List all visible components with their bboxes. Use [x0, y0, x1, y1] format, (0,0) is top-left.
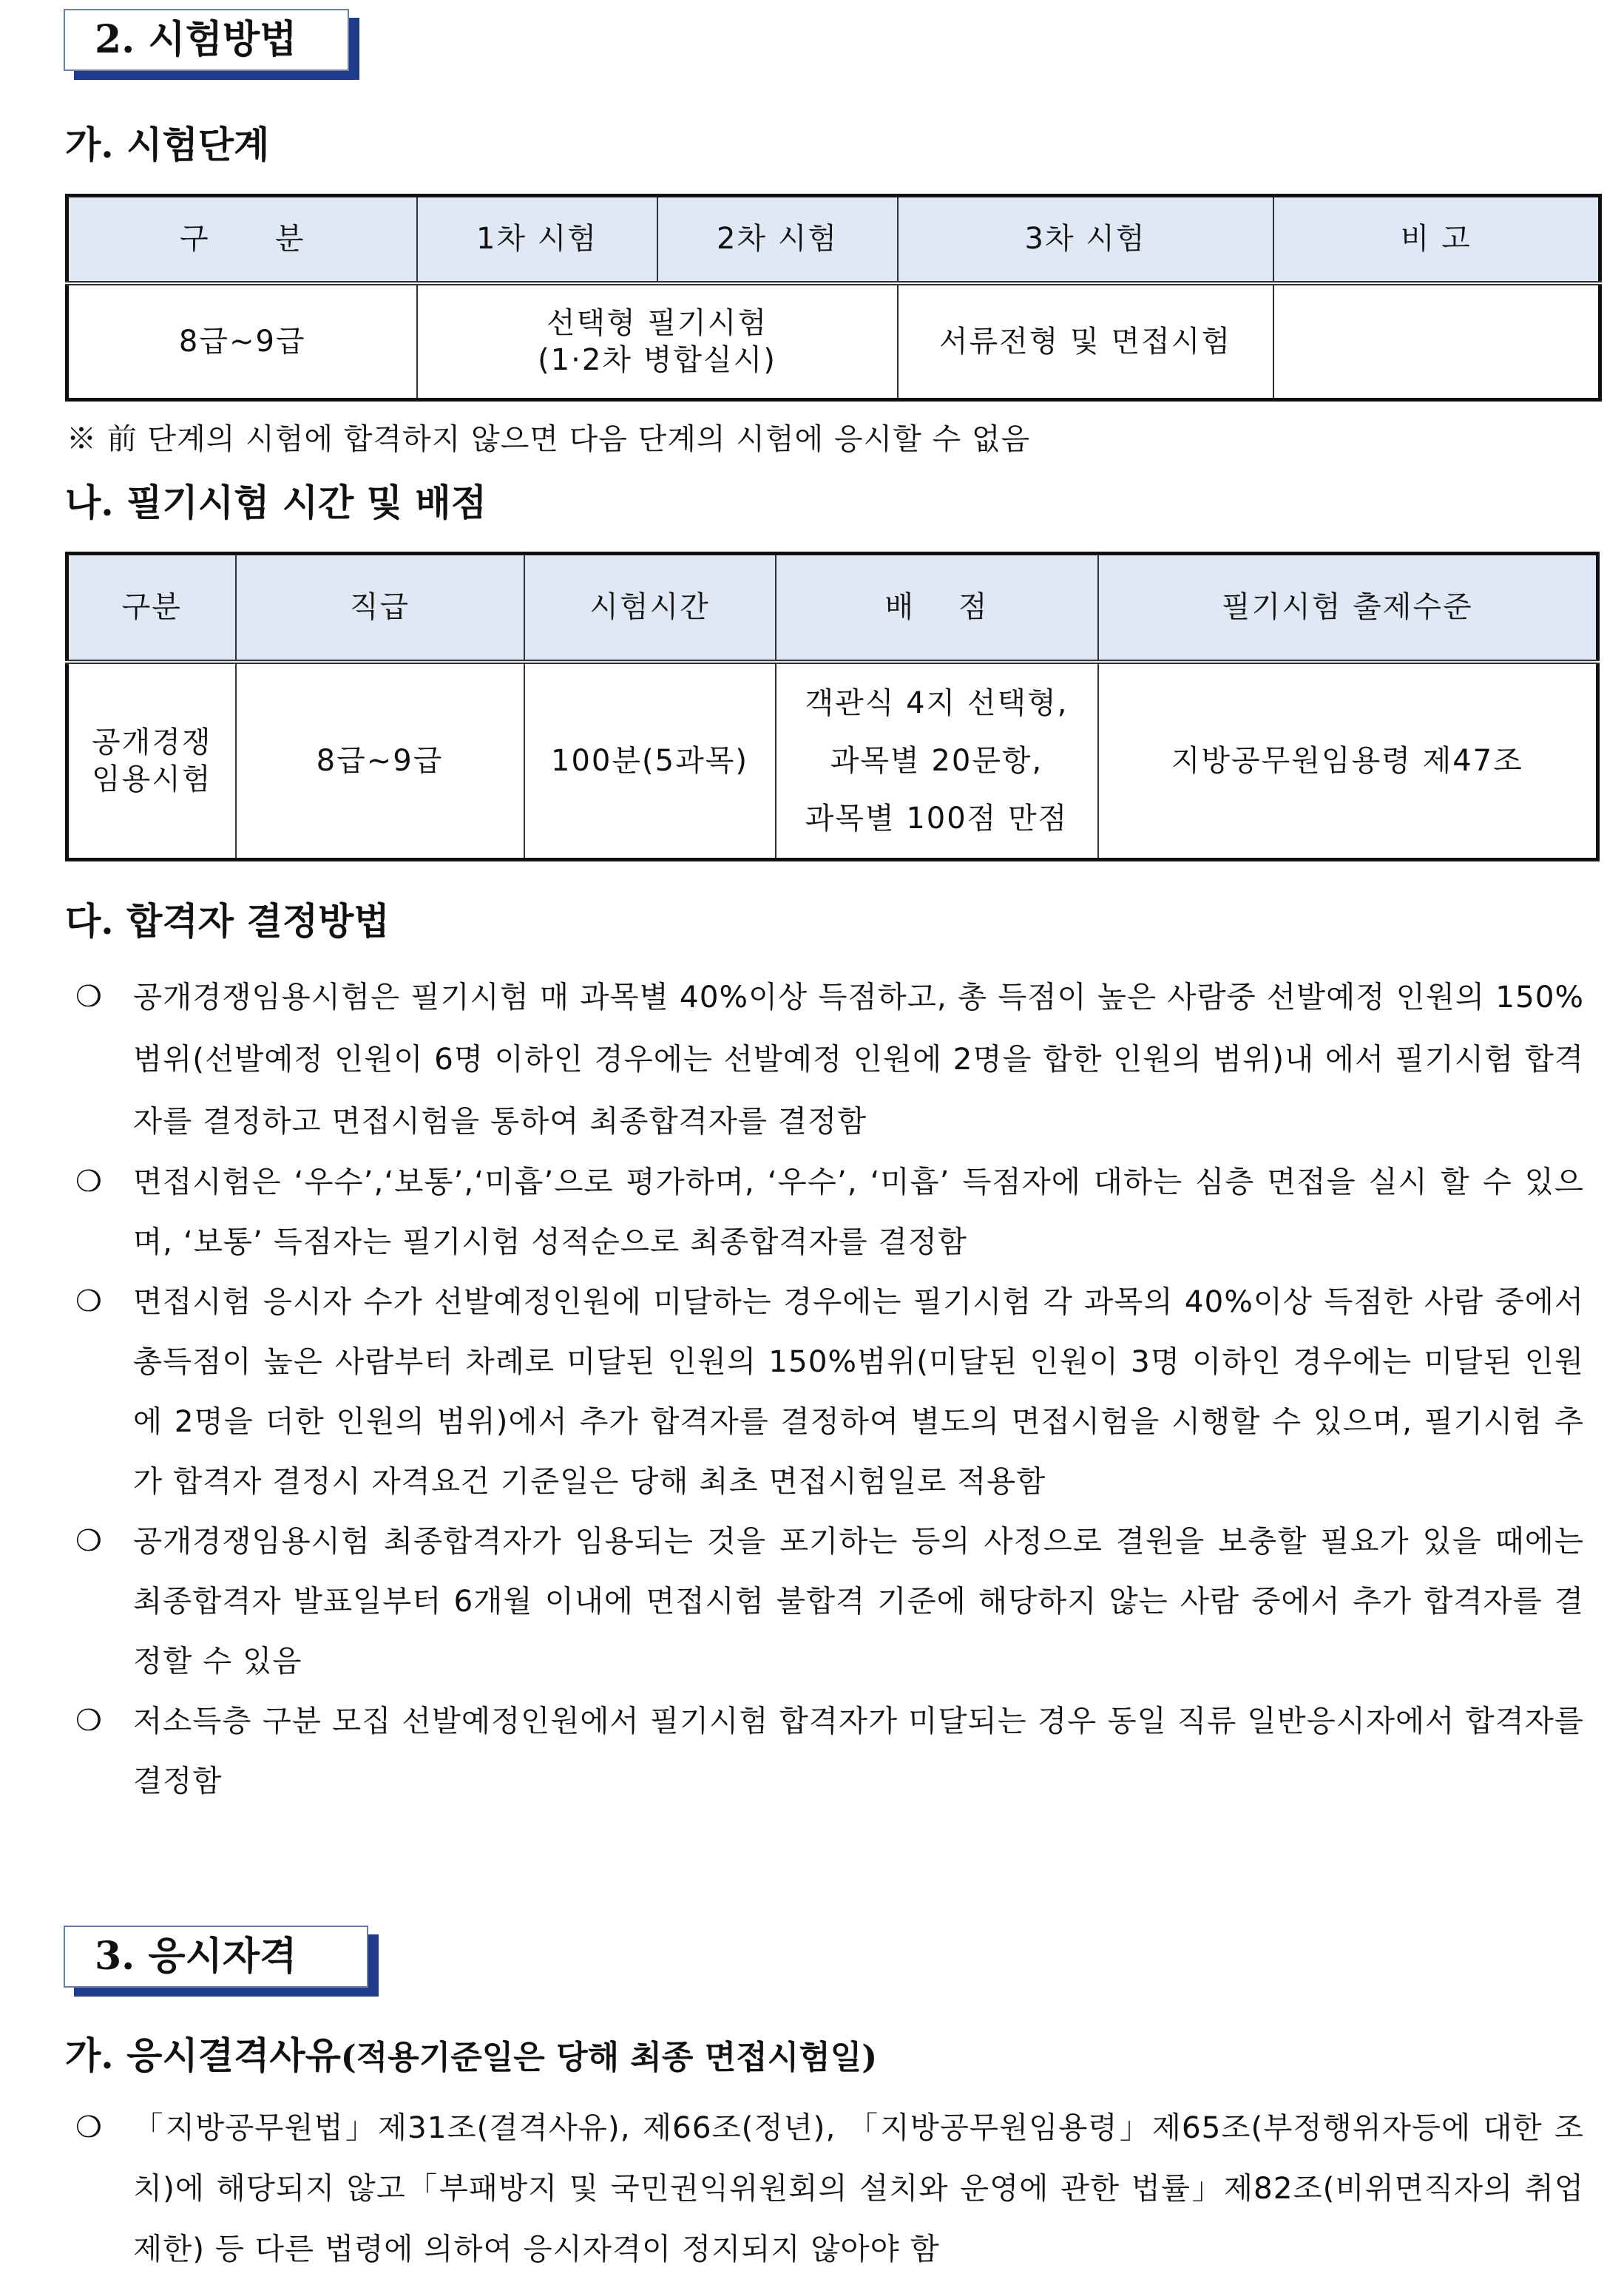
header-level: 필기시험 출제수준 [1098, 554, 1598, 662]
list-item: ❍ 공개경쟁임용시험 최종합격자가 임용되는 것을 포기하는 등의 사정으로 결원을 보충할 필요가 있을 때에는 최종합격자 발표일부터 6개월 이내에 면접시험 불합격 기준에 해당하지 않는 사람 중에서 추가 합격자를 결정할 수 있음 [75, 1511, 1584, 1691]
cell-written [417, 283, 898, 400]
pass-decision-heading: 다. 합격자 결정방법 [65, 899, 390, 943]
written-time-table [65, 552, 1600, 861]
pass-decision-list [75, 966, 1584, 1811]
stage-footnote: ※ 前 단계의 시험에 합격하지 않으면 다음 단계의 시험에 응시할 수 없음 [67, 422, 1031, 456]
list-item: ❍ 「지방공무원법」제31조(결격사유), 제66조(정년), 「지방공무원임용령」제65조(부정행위자등에 대한 조치)에 해당되지 않고「부패방지 및 국민권익위원회의 설치와 운영에 관한 법률」제82조(비위면직자의 취업제한) 등 다른 법령에 의하여 응시자격이 정지되지 않아야 함 [75, 2097, 1584, 2279]
circle-bullet-icon: ❍ [75, 1165, 103, 1199]
header-score: 배 점 [776, 554, 1098, 662]
header-type: 구분 [67, 554, 236, 662]
list-item: ❍ 면접시험은 ‘우수’,‘보통’,‘미흡’으로 평가하며, ‘우수’, ‘미흡’ 득점자에 대하는 심층 면접을 실시 할 수 있으며, ‘보통’ 득점자는 필기시험 성적순으로 최종합격자를 결정함 [75, 1152, 1584, 1272]
score-line3: 과목별 100점 만점 [805, 801, 1069, 836]
cell-remark [1273, 283, 1600, 400]
circle-bullet-icon: ❍ [75, 2110, 103, 2144]
list-item: ❍ 공개경쟁임용시험은 필기시험 매 과목별 40%이상 득점하고, 총 득점이 높은 사람중 선발예정 인원의 150%범위(선발예정 인원이 6명 이하인 경우에는 선발예정 인원에 2명을 합한 인원의 범위)내 에서 필기시험 합격자를 결정하고 면접시험을 통하여 최종합격자를 결정함 [75, 966, 1584, 1152]
score-line1: 객관식 4지 선택형, [805, 685, 1069, 720]
cell-time: 100분(5과목) [524, 662, 776, 860]
list-item: ❍ 저소득층 구분 모집 선발예정인원에서 필기시험 합격자가 미달되는 경우 동일 직류 일반응시자에서 합격자를 결정함 [75, 1691, 1584, 1811]
cell-interview: 서류전형 및 면접시험 [898, 283, 1273, 400]
cell-type [67, 662, 236, 860]
disqualification-heading-sub: (적용기준일은 당해 최종 면접시험일) [340, 2039, 878, 2076]
exam-stage-heading: 가. 시험단계 [65, 123, 270, 166]
disqualification-list [75, 2097, 1584, 2279]
header-stage2: 2차 시험 [657, 196, 898, 283]
circle-bullet-icon: ❍ [75, 1284, 103, 1318]
circle-bullet-icon: ❍ [75, 1704, 103, 1738]
exam-stage-table [65, 194, 1602, 402]
written-time-heading: 나. 필기시험 시간 및 배점 [65, 481, 487, 524]
list-item: ❍ 면접시험 응시자 수가 선발예정인원에 미달하는 경우에는 필기시험 각 과목의 40%이상 득점한 사람 중에서 총득점이 높은 사람부터 차례로 미달된 인원의 150%범위(미달된 인원이 3명 이하인 경우에는 미달된 인원에 2명을 더한 인원의 범위)에서 추가 합격자를 결정하여 별도의 면접시험을 시행할 수 있으며, 필기시험 추가 합격자 결정시 자격요건 기준일은 당해 최초 면접시험일로 적용함 [75, 1272, 1584, 1511]
disqualification-heading-main: 가. 응시결격사유 [65, 2034, 341, 2077]
header-category: 구 분 [67, 196, 417, 283]
cell-grade: 8급~9급 [236, 662, 524, 860]
disqualification-heading [65, 2026, 877, 2079]
score-line2: 과목별 20문항, [830, 743, 1043, 778]
type-line2: 임용시험 [91, 762, 212, 796]
header-time: 시험시간 [524, 554, 776, 662]
circle-bullet-icon: ❍ [75, 1524, 103, 1558]
header-stage1: 1차 시험 [417, 196, 657, 283]
section3-title: 3. 응시자격 [64, 1926, 368, 1988]
section2-title: 2. 시험방법 [64, 9, 349, 71]
header-stage3: 3차 시험 [898, 196, 1273, 283]
cell-grade: 8급~9급 [67, 283, 417, 400]
circle-bullet-icon: ❍ [75, 980, 103, 1014]
cell-score [776, 662, 1098, 860]
header-grade: 직급 [236, 554, 524, 662]
cell-level: 지방공무원임용령 제47조 [1098, 662, 1598, 860]
written-line1: 선택형 필기시험 [546, 305, 768, 340]
header-remark: 비 고 [1273, 196, 1600, 283]
type-line1: 공개경쟁 [91, 725, 212, 759]
written-line2: (1·2차 병합실시) [538, 342, 777, 377]
